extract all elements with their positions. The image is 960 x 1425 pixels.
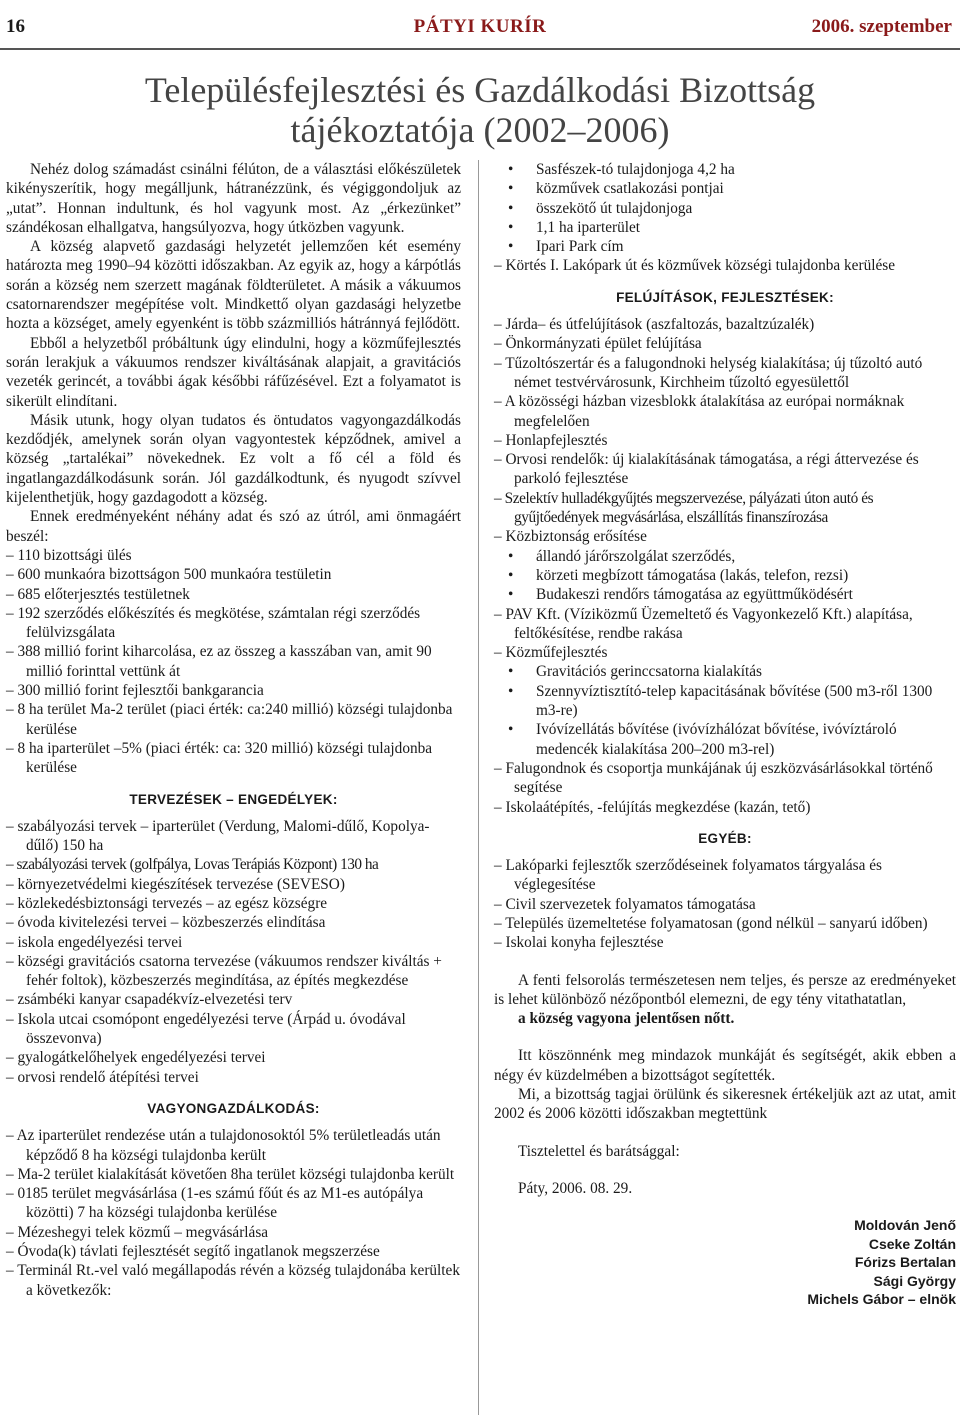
intro-paragraph: Ebből a helyzetből próbáltunk úgy elindulni, hogy a közműfejlesztés során lerakjuk a vákuumos rendszer kiváltásának alapjait, a gravitációs vezeték gerincét, a további ágak későbbi ráfűzésével. Ezt a folyamatot is sikerült elindítani. [6, 334, 461, 410]
list-item: – Körtés I. Lakópark út és közművek községi tulajdonba kerülése [494, 257, 895, 275]
list-item: – gyalogátkelőhelyek engedélyezési tervei [6, 1049, 266, 1067]
list-item: – 685 előterjesztés testületnek [6, 585, 190, 603]
renewal-list [494, 315, 956, 817]
spacer [494, 1198, 956, 1216]
closing-paragraph: Mi, a bizottság tagjai örülünk és sikeresnek értékeljük azt az utat, amit 2002 és 2006 közötti időszakban megtettünk [494, 1086, 956, 1123]
list-item: – 110 bizottsági ülés [6, 546, 132, 564]
page-header [0, 14, 960, 50]
list-item: – szabályozási tervek (golfpálya, Lovas Terápiás Központ) 130 ha [6, 856, 379, 874]
list-item: – Település üzemeltetése folyamatosan (gond nélkül – sanyarú időben) [494, 914, 928, 932]
spacer [494, 1161, 956, 1179]
list-item: – Ma-2 terület kialakítását követően 8ha terület községi tulajdonba került [6, 1165, 455, 1183]
header-rule [0, 48, 960, 50]
list-item: – Az iparterület rendezése után a tulajdonosoktól 5% területleadás után képződő 8 ha községi tulajdonba került [6, 1127, 441, 1164]
list-item: – 0185 terület megvásárlása (1-es számú főút és az M1-es autópálya közötti) 7 ha községi tulajdonba kerülése [6, 1185, 424, 1222]
list-item: – Mézeshegyi telek közmű – megvásárlása [6, 1223, 269, 1241]
list-item: – óvoda kivitelezési tervei – közbeszerzés elindítása [6, 914, 326, 932]
title-line-1: Településfejlesztési és Gazdálkodási Bizottság [144, 70, 816, 110]
list-item: – Önkormányzati épület felújítása [494, 335, 702, 353]
bullet-item: • 1,1 ha iparterület [494, 218, 956, 237]
bullet-item: • Sasfészek-tó tulajdonjoga 4,2 ha [494, 160, 956, 179]
greeting: Tisztelettel és barátsággal: [518, 1142, 680, 1160]
section-heading-plans: TERVEZÉSEK – ENGEDÉLYEK: [129, 791, 338, 807]
publication-name: PÁTYI KURÍR [413, 16, 547, 37]
list-item: – Terminál Rt.-vel való megállapodás révén a község tulajdonába kerültek a következők: [6, 1262, 460, 1299]
bullet-item: • Ipari Park cím [494, 237, 956, 256]
section-heading-assets: VAGYONGAZDÁLKODÁS: [147, 1100, 320, 1116]
list-item: – Civil szervezetek folyamatos támogatása [494, 895, 756, 913]
list-item: – Lakóparki fejlesztők szerződéseinek folyamatos tárgyalása és véglegesítése [494, 857, 882, 894]
closing-emphasis: a község vagyona jelentősen nőtt. [518, 1010, 735, 1028]
signature-name: Fórizs Bertalan [854, 1254, 956, 1271]
list-item: – 192 szerződés előkészítés és megkötése, számtalan régi szerződés felülvizsgálata [6, 604, 421, 642]
list-item: – 300 millió forint fejlesztői bankgarancia [6, 682, 264, 700]
signature-name: Moldován Jenő [854, 1217, 956, 1234]
list-item: – Tűzoltószertár és a falugondnoki helység kialakítása; új tűzoltó autó német testvérvárosunk, Kirchheim tűzoltó egyesülettől [494, 354, 923, 391]
intro-paragraph: Másik utunk, hogy olyan tudatos és öntudatos vagyongazdálkodás kezdődjék, amelynek során olyan vagyontestek képződnek, amivel a község „tartalékai” növekednek. Ez volt a fő cél a föld és ingatlangazdálkodásunk során. Jól gazdálkodtunk, és nyugodt szívvel kijelenthetjük, hogy gazdagodott a község. [6, 411, 461, 507]
assets-list [6, 1126, 461, 1300]
signature-name: Cseke Zoltán [868, 1235, 956, 1252]
spacer [494, 1028, 956, 1046]
column-divider [478, 160, 479, 1415]
section-heading-other: EGYÉB: [698, 830, 752, 846]
intro-paragraph: A község alapvető gazdasági helyzetét jellemzően két esemény határozta meg 1990–94 közötti időszakban. Az egyik az, hogy a kárpótlás során a község nem szerzett magának földterületet. A másik a vákuumos csatornarendszer megépítése volt. Mindkettő olyan gazdasági helyzetbe hozta a községet, amely egyenként is több százmilliós hátránnyá fejlődött. [6, 238, 461, 333]
other-list [494, 856, 956, 952]
signature-block [494, 1216, 956, 1309]
right-column [494, 160, 956, 1309]
page-number: 16 [6, 16, 25, 37]
list-item: – környezetvédelmi kiegészítések tervezése (SEVESO) [6, 875, 345, 893]
list-item: – 388 millió forint kiharcolása, ez az összeg a kasszában van, amit 90 millió forinttal vettünk át [6, 643, 432, 680]
list-item: – Orvosi rendelők: új kialakításának támogatása, a régi áttervezése és parkoló fejlesztése [494, 451, 919, 488]
title-line-2: tájékoztatója (2002–2006) [290, 110, 670, 150]
section-heading-renewal: FELÚJÍTÁSOK, FEJLESZTÉSEK: [616, 289, 834, 305]
list-item: – Óvoda(k) távlati fejlesztését segítő ingatlanok megszerzése [6, 1243, 380, 1261]
list-item: – orvosi rendelő átépítési tervei [6, 1068, 199, 1086]
list-item: – Szelektív hulladékgyűjtés megszervezése, pályázati úton autó és gyűjtőedények megvásárlása, elszállítás finanszírozása [494, 489, 874, 527]
signature-name: Sági György [873, 1272, 956, 1289]
article-title [0, 70, 960, 150]
list-item: – szabályozási tervek – iparterület (Verdung, Malomi-dűlő, Kopolya-dűlő) 150 ha [6, 817, 430, 855]
signature-name: Michels Gábor – elnök [807, 1291, 956, 1308]
bullet-item: • közművek csatlakozási pontjai [494, 179, 956, 198]
list-item: – Járda– és útfelújítások (aszfaltozás, bazaltzúzalék) [494, 316, 815, 334]
list-item: – Honlapfejlesztés [494, 431, 608, 449]
list-item: – 8 ha terület Ma-2 terület (piaci érték: ca:240 millió) községi tulajdonba kerülése [6, 701, 453, 738]
intro-paragraph: Ennek eredményeként néhány adat és szó az útról, ami önmagáért beszél: [6, 508, 461, 545]
list-item: – PAV Kft. (Víziközmű Üzemeltető és Vagyonkezelő Kft.) alapítása, feltőkésítése, rendbe rakása [494, 605, 913, 642]
list-item: – 600 munkaóra bizottságon 500 munkaóra testületin [6, 566, 332, 584]
list-item: – 8 ha iparterület –5% (piaci érték: ca: 320 millió) községi tulajdonba kerülése [6, 739, 433, 777]
list-item: – Iskola utcai csomópont engedélyezési terve (Árpád u. óvodával összevonva) [6, 1010, 406, 1048]
list-item: – közlekedésbiztonsági tervezés – az egész községre [6, 894, 328, 912]
list-item: – községi gravitációs csatorna tervezése (vákuumos rendszer kiváltás + fehér foltok), közbeszerzés megindítása, az építés megkezdése [6, 952, 442, 990]
list-item: – Közműfejlesztés [494, 644, 608, 662]
list-item: – A közösségi házban vizesblokk átalakítása az európai normáknak megfelelően [494, 393, 905, 430]
bullet-item: • Gravitációs gerinccsatorna kialakítás [494, 662, 956, 681]
issue-date: 2006. szeptember [811, 16, 952, 37]
list-item: – Iskolai konyha fejlesztése [494, 934, 664, 952]
bullet-item: • Budakeszi rendőrs támogatása az együttműködésért [494, 585, 956, 604]
closing-paragraph: Itt köszönnénk meg mindazok munkáját és segítségét, akik ebben a négy év küzdelmében a bizottságot segítették. [494, 1047, 956, 1084]
bullet-item: • Ivóvízellátás bővítése (ivóvízhálózat bővítése, ivóvíztároló medencék kialakítása 200–200 m3-rel) [494, 720, 956, 759]
list-item: – Közbiztonság erősítése [494, 528, 647, 546]
spacer [494, 1124, 956, 1142]
list-item: – Falugondnok és csoportja munkájának új eszközvásárlásokkal történő segítése [494, 759, 933, 797]
spacer [494, 953, 956, 971]
plans-list [6, 817, 461, 1087]
list-item: – iskola engedélyezési tervei [6, 933, 183, 951]
closing-paragraph: A fenti felsorolás természetesen nem teljes, és persze az eredményeket is lehet különböző nézőpontból elemezni, de egy tény vitathatatlan, [494, 971, 956, 1008]
bullet-item: • körzeti megbízott támogatása (lakás, telefon, rezsi) [494, 566, 956, 585]
bullet-item: • összekötő út tulajdonjoga [494, 199, 956, 218]
bullet-item: • Szennyvíztisztító-telep kapacitásának bővítése (500 m3-ről 1300 m3-re) [494, 682, 956, 721]
list-item: – zsámbéki kanyar csapadékvíz-elvezetési terv [6, 991, 293, 1009]
intro-paragraph: Nehéz dolog számadást csinálni félúton, de a választási előkészületek kikényszerítik, hogy megálljunk, hátranézzünk, és végiggondoljuk az „utat”. Honnan indultunk, és hol vagyunk most. Az „érkezünket” szándékosan elhallgatva, hangsúlyozva, hogy útközben vagyunk. [6, 161, 461, 236]
list-item: – Iskolaátépítés, -felújítás megkezdése (kazán, tető) [494, 798, 811, 816]
results-list [6, 546, 461, 778]
terminal-bullets [494, 160, 956, 256]
place-date: Páty, 2006. 08. 29. [518, 1179, 633, 1197]
bullet-item: • állandó járőrszolgálat szerződés, [494, 547, 956, 566]
left-column [6, 160, 461, 1300]
